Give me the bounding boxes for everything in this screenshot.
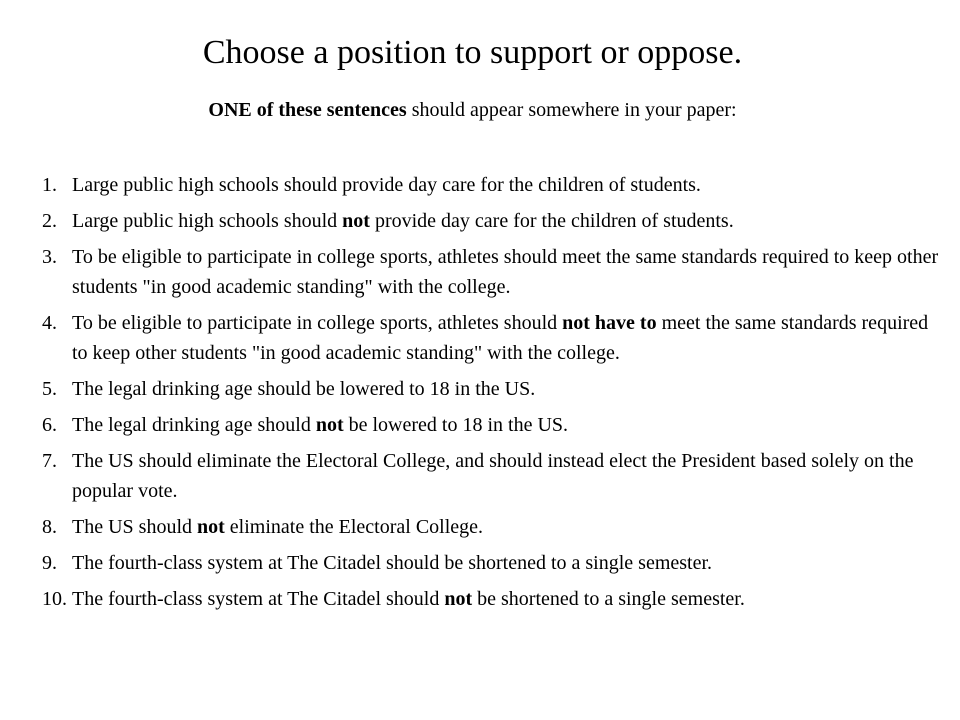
- subtitle-bold: ONE of these sentences: [208, 99, 407, 121]
- list-item: [42, 512, 942, 542]
- item-text-before: To be eligible to participate in college sports, athletes should meet the same standards required to keep other students "in good academic standing" with the college.: [72, 246, 939, 298]
- item-text-before: The legal drinking age should be lowered to 18 in the US.: [72, 378, 536, 400]
- item-number: 6.: [42, 414, 57, 436]
- list-item: [42, 308, 942, 368]
- item-text-before: The fourth-class system at The Citadel should be shortened to a single semester.: [72, 552, 713, 574]
- item-text-before: The US should eliminate the Electoral College, and should instead elect the President based solely on the popular vote.: [72, 450, 914, 502]
- list-item: [42, 374, 942, 404]
- item-text: [72, 206, 942, 236]
- item-text: [72, 446, 942, 506]
- position-list: [42, 170, 942, 620]
- list-item: [42, 170, 942, 200]
- list-item: [42, 548, 942, 578]
- item-number: 3.: [42, 246, 57, 268]
- item-text: [72, 410, 942, 440]
- item-text-before: Large public high schools should provide day care for the children of students.: [72, 174, 701, 196]
- item-text-after: be shortened to a single semester.: [472, 588, 745, 610]
- item-text: [72, 512, 942, 542]
- item-text: [72, 548, 942, 578]
- list-item: [42, 206, 942, 236]
- item-number: 10.: [42, 588, 67, 610]
- list-item: [42, 584, 942, 614]
- item-text-before: The fourth-class system at The Citadel should: [72, 588, 445, 610]
- item-text-after: eliminate the Electoral College.: [224, 516, 484, 538]
- list-item: [42, 446, 942, 506]
- list-item: [42, 410, 942, 440]
- item-text: [72, 242, 942, 302]
- item-text: [72, 308, 942, 368]
- item-text-after: be lowered to 18 in the US.: [343, 414, 569, 436]
- item-text: [72, 584, 942, 614]
- item-number: 8.: [42, 516, 57, 538]
- item-text-after: provide day care for the children of students.: [369, 210, 734, 232]
- item-text-bold: not: [342, 210, 370, 232]
- item-number: 9.: [42, 552, 57, 574]
- item-text-before: The legal drinking age should: [72, 414, 316, 436]
- item-text-before: To be eligible to participate in college sports, athletes should: [72, 312, 563, 334]
- item-text-after: meet the same standards required to keep other students "in good academic standing" with the college.: [72, 312, 929, 364]
- item-text-before: The US should: [72, 516, 197, 538]
- item-text-bold: not: [444, 588, 473, 610]
- item-number: 4.: [42, 312, 57, 334]
- item-text: [72, 374, 942, 404]
- item-number: 5.: [42, 378, 57, 400]
- subtitle: [0, 97, 945, 123]
- subtitle-rest: should appear somewhere in your paper:: [406, 99, 737, 121]
- page-title: Choose a position to support or oppose.: [202, 34, 743, 71]
- item-number: 2.: [42, 210, 57, 232]
- item-text-before: Large public high schools should: [72, 210, 343, 232]
- list-item: [42, 242, 942, 302]
- item-text-bold: not: [197, 516, 225, 538]
- item-text-bold: not: [315, 414, 344, 436]
- item-text-bold: not have to: [562, 312, 657, 334]
- item-number: 7.: [42, 450, 57, 472]
- item-number: 1.: [42, 174, 57, 196]
- item-text: [72, 170, 942, 200]
